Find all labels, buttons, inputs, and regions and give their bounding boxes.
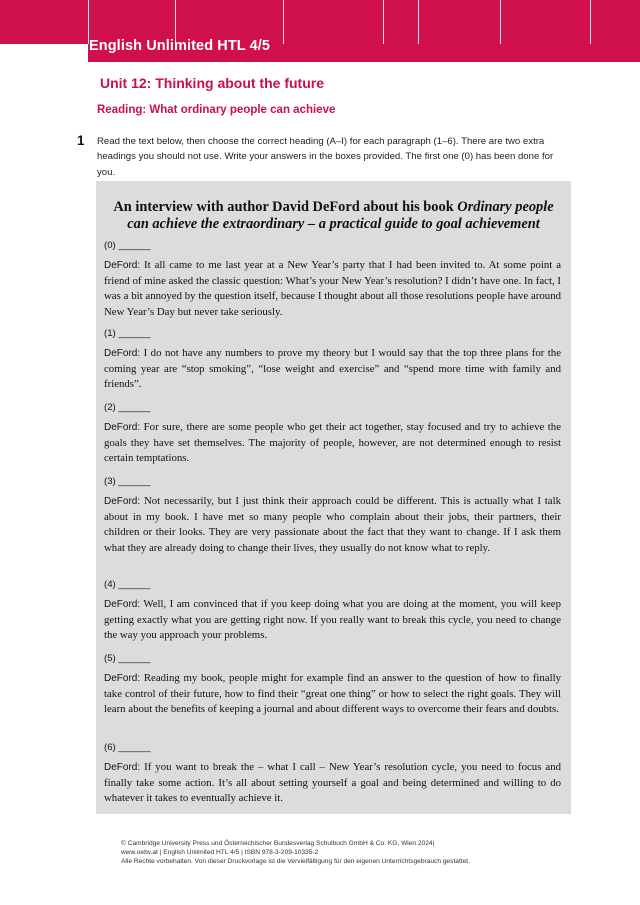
answer-blank-6[interactable]: (6) ______ (104, 742, 151, 753)
answer-blank-5[interactable]: (5) ______ (104, 653, 151, 664)
footer-publisher-info: www.oebv.at | English Unlimited HTL 4/5 | ISBN 978-3-209-10335-2 (121, 848, 319, 856)
qa-item-2 (104, 402, 561, 467)
answer-blank-3[interactable]: (3) ______ (104, 476, 151, 487)
task-number: 1 (77, 133, 85, 148)
answer-text: For sure, there are some people who get their act together, stay focused and try to achieve the goals they have set themselves. The majority of people, however, are not determined enough to resist certain temptations. (104, 421, 561, 464)
answer-text: It all came to me last year at a New Year’s party that I had been invited to. At some point a friend of mine asked the classic question: What’s your New Year’s resolution? I didn’t have one. In fact, I was a bit annoyed by the question itself, because I thought about all those resolutions people have around New Year’s Day but never take seriously. (104, 259, 561, 318)
answer-paragraph (104, 597, 561, 644)
qa-item-5 (104, 653, 561, 718)
footer (121, 840, 601, 866)
qa-item-1 (104, 328, 561, 393)
article-title-plain: An interview with author David DeFord about his book (113, 199, 458, 215)
article-title-italic: Ordinary people can achieve the extraordinary – a practical guide to goal achievement (127, 199, 554, 232)
answer-paragraph (104, 258, 561, 320)
task-instructions: Read the text below, then choose the correct heading (A–I) for each paragraph (1–6). There are two extra headings you should not use. Write your answers in the boxes provided. The first one (0) has been done for you. (97, 136, 554, 178)
qa-item-6 (104, 742, 561, 807)
section-title: Reading: What ordinary people can achieve (97, 104, 336, 116)
unit-title: Unit 12: Thinking about the future (100, 75, 324, 91)
footer-rights: Alle Rechte vorbehalten. Von dieser Druckvorlage ist die Vervielfältigung für den eigenen Unterrichtsgebrauch gestattet. (121, 857, 470, 865)
speaker-label: DeFord: (104, 422, 141, 433)
speaker-label: DeFord: (104, 673, 141, 684)
answer-paragraph (104, 346, 561, 393)
answer-text: If you want to break the – what I call – New Year’s resolution cycle, you need to focus and finally take some action. It’s all about setting yourself a goal and being determined and willing to do whatever it takes to eventually achieve it. (104, 761, 561, 804)
qa-item-0 (104, 240, 561, 320)
answer-blank-1[interactable]: (1) ______ (104, 328, 151, 339)
header-banner (0, 0, 640, 62)
speaker-label: DeFord: (104, 348, 141, 359)
speaker-label: DeFord: (104, 762, 141, 773)
answer-blank-4[interactable]: (4) ______ (104, 579, 151, 590)
speaker-label: DeFord: (104, 260, 141, 271)
answer-blank-0[interactable]: (0) ______ (104, 240, 151, 251)
answer-text: Not necessarily, but I just think their approach could be different. This is actually what I talk about in my book. I have met so many people who complain about their jobs, their partners, their children or their looks. They are very passionate about the fact that they want to change. If I ask them what they are already doing to change their lives, they usually do not know what to reply. (104, 495, 561, 554)
article-title (108, 199, 559, 232)
article-box (96, 181, 571, 814)
speaker-label: DeFord: (104, 599, 141, 610)
qa-item-4 (104, 579, 561, 644)
answer-paragraph (104, 494, 561, 556)
qa-item-3 (104, 476, 561, 556)
answer-text: I do not have any numbers to prove my theory but I would say that the top three plans for the coming year are “stop smoking”, “lose weight and exercise” and “spend more time with family and friends”. (104, 347, 561, 390)
speaker-label: DeFord: (104, 496, 141, 507)
answer-text: Reading my book, people might for example find an answer to the question of how to finally take control of their future, how to find their “great one thing” or how to select the right goals. They will learn about the benefits of keeping a journal and about different ways to overcome their fears and doubts. (104, 672, 561, 715)
footer-copyright: © Cambridge University Press und Österreichischer Bundesverlag Schulbuch GmbH & Co. KG, Wien 2024| (121, 840, 435, 847)
answer-paragraph (104, 760, 561, 807)
answer-text: Well, I am convinced that if you keep doing what you are doing at the moment, you will keep getting exactly what you are getting right now. If you really want to break this cycle, you need to change the way you approach your problems. (104, 598, 561, 641)
answer-paragraph (104, 671, 561, 718)
answer-blank-2[interactable]: (2) ______ (104, 402, 151, 413)
series-title: English Unlimited HTL 4/5 (89, 38, 271, 54)
answer-paragraph (104, 420, 561, 467)
